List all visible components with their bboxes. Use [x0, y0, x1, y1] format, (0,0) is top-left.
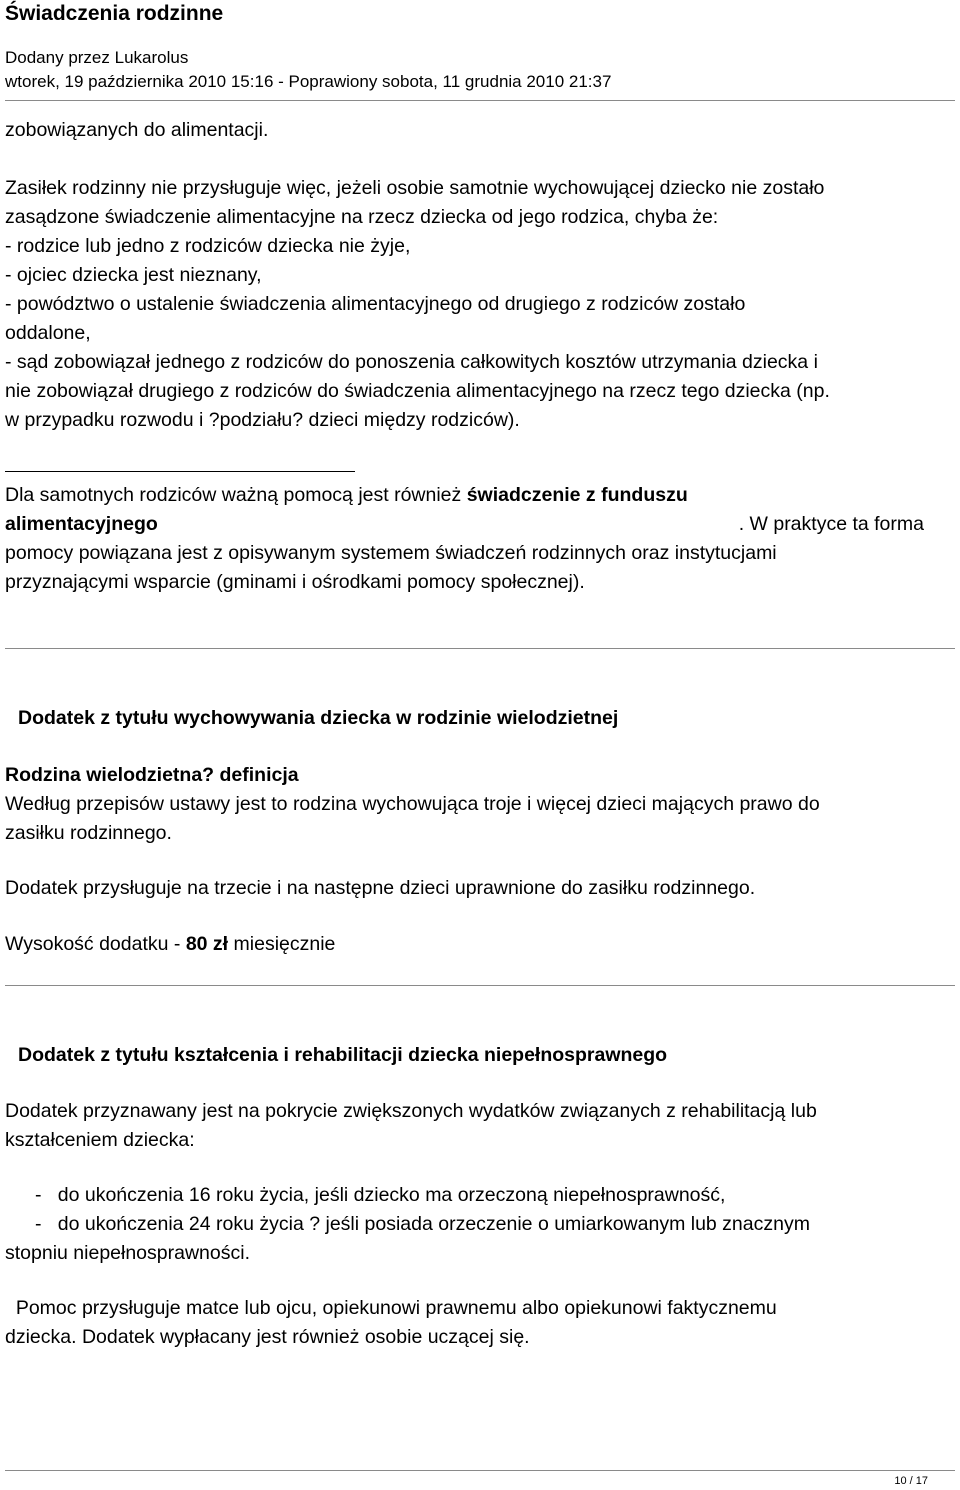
- section-divider: [5, 985, 955, 986]
- author-line: Dodany przez Lukarolus: [5, 48, 189, 67]
- footer-divider: [5, 1470, 955, 1471]
- text-span: Dla samotnych rodziców ważną pomocą jest również: [5, 484, 467, 506]
- section-niepelnosprawne-body: [5, 1097, 930, 1155]
- text-span: miesięcznie: [228, 933, 336, 955]
- intro-paragraph: [5, 116, 930, 145]
- text-line: nie zobowiązał drugiego z rodziców do świadczenia alimentacyjnego na rzecz tego dziecka (np.: [5, 380, 830, 402]
- text-line: Pomoc przysługuje matce lub ojcu, opiekunowi prawnemu albo opiekunowi faktycznemu: [5, 1297, 777, 1319]
- text-line: [5, 481, 930, 510]
- page-number: 10 / 17: [894, 1475, 928, 1487]
- fund-link-text: świadczenie z funduszu: [466, 484, 688, 506]
- text-line: zasiłku rodzinnego.: [5, 822, 172, 844]
- list-item: - do ukończenia 24 roku życia ? jeśli posiada orzeczenie o umiarkowanym lub znacznym: [35, 1213, 810, 1235]
- text-line: w przypadku rozwodu i ?podziału? dzieci między rodziców).: [5, 409, 520, 431]
- section-heading-wielodzietna: [18, 704, 943, 733]
- paragraph-pomoc: [5, 1294, 930, 1352]
- section-divider: [5, 648, 955, 649]
- text-span: Wysokość dodatku -: [5, 933, 186, 955]
- paragraph-wysokosc: [5, 930, 930, 959]
- text-line: Dodatek przysługuje na trzecie i na następne dzieci uprawnione do zasiłku rodzinnego.: [5, 877, 756, 899]
- list-item: - sąd zobowiązał jednego z rodziców do ponoszenia całkowitych kosztów utrzymania dziecka i: [5, 351, 818, 373]
- document-title: Świadczenia rodzinne: [5, 2, 224, 25]
- section-heading: Dodatek z tytułu wychowywania dziecka w rodzinie wielodzietnej: [18, 707, 619, 729]
- fund-link-text-cont: alimentacyjnego: [5, 513, 158, 535]
- text-line: dziecka. Dodatek wypłacany jest również osobie uczącej się.: [5, 1326, 530, 1348]
- header-divider: [5, 100, 955, 101]
- list-item: - rodzice lub jedno z rodziców dziecka nie żyje,: [5, 235, 411, 257]
- amount-value: 80 zł: [185, 933, 229, 955]
- section-heading-niepelnosprawne: [18, 1041, 943, 1070]
- paragraph-fundusz: [5, 481, 930, 597]
- footnote-divider: [5, 471, 355, 472]
- subheading: Rodzina wielodzietna? definicja: [5, 764, 299, 786]
- text-line: pomocy powiązana jest z opisywanym systemem świadczeń rodzinnych oraz instytucjami: [5, 542, 777, 564]
- text-line: kształceniem dziecka:: [5, 1129, 195, 1151]
- list-item: - ojciec dziecka jest nieznany,: [5, 264, 262, 286]
- text-line: stopniu niepełnosprawności.: [5, 1242, 250, 1264]
- paragraph-zasilek: [5, 174, 930, 435]
- date-line: wtorek, 19 października 2010 15:16 - Poprawiony sobota, 11 grudnia 2010 21:37: [5, 72, 612, 91]
- text-line: [5, 510, 930, 539]
- list-item: - do ukończenia 16 roku życia, jeśli dziecko ma orzeczoną niepełnosprawność,: [35, 1184, 726, 1206]
- text-line: zasądzone świadczenie alimentacyjne na rzecz dziecka od jego rodzica, chyba że:: [5, 206, 719, 228]
- age-list: [5, 1181, 930, 1268]
- list-item: - powództwo o ustalenie świadczenia alimentacyjnego od drugiego z rodziców zostało: [5, 293, 746, 315]
- text-line: zobowiązanych do alimentacji.: [5, 119, 269, 141]
- text-line: Zasiłek rodzinny nie przysługuje więc, jeżeli osobie samotnie wychowującej dziecko nie zostało: [5, 177, 825, 199]
- text-line: Dodatek przyznawany jest na pokrycie zwiększonych wydatków związanych z rehabilitacją lub: [5, 1100, 817, 1122]
- text-line: oddalone,: [5, 322, 91, 344]
- paragraph-dodatek: [5, 874, 930, 903]
- section-heading: Dodatek z tytułu kształcenia i rehabilitacji dziecka niepełnosprawnego: [18, 1044, 668, 1066]
- text-line: przyznającymi wsparcie (gminami i ośrodkami pomocy społecznej).: [5, 571, 585, 593]
- text-line: [5, 930, 930, 959]
- text-line: Według przepisów ustawy jest to rodzina wychowująca troje i więcej dzieci mających prawo do: [5, 793, 820, 815]
- text-span: . W praktyce ta forma: [738, 513, 924, 535]
- section-wielodzietna-body: [5, 761, 930, 848]
